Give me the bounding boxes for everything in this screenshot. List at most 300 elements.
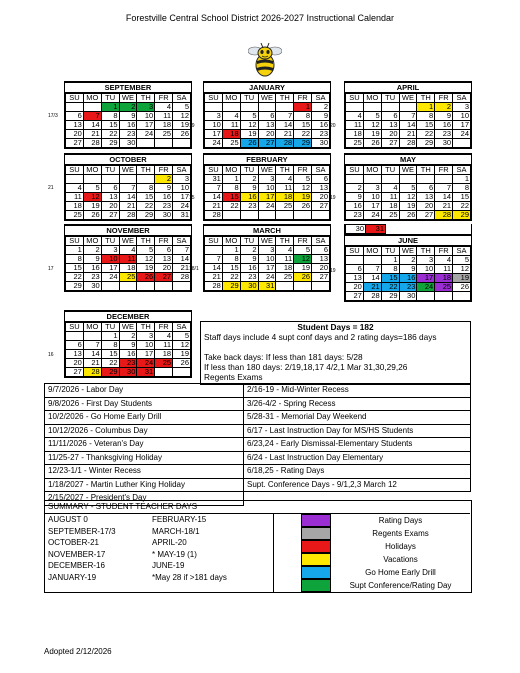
- day-cell: 14: [276, 121, 294, 130]
- day-cell: 22: [222, 202, 240, 211]
- blank-cell: [312, 211, 330, 220]
- weekday-header: MO: [222, 237, 240, 246]
- day-cell: 25: [119, 273, 137, 282]
- weekday-header: SA: [173, 323, 191, 332]
- day-cell: 2: [240, 175, 258, 184]
- day-cell: 26: [240, 139, 258, 148]
- day-cell: 12: [363, 121, 381, 130]
- month-name: JUNE: [345, 234, 471, 246]
- day-cell: 8: [101, 112, 119, 121]
- blank-cell: [312, 282, 330, 291]
- legend-swatch: [301, 553, 331, 566]
- day-cell: 26: [83, 211, 101, 220]
- student-days-line: If less than 180 days: 2/19,18,17 4/2,1 Mar 31,30,29,26: [204, 362, 408, 372]
- summary-row: [45, 560, 273, 572]
- day-cell: 28: [205, 282, 223, 291]
- weekday-header: TU: [101, 166, 119, 175]
- summary-cell: JUNE-19: [152, 561, 185, 570]
- day-cell: 14: [83, 121, 101, 130]
- day-cell: 28: [83, 368, 101, 377]
- month-day-count: 18/1: [189, 266, 199, 272]
- day-cell: 24: [453, 130, 471, 139]
- month-day-count: 17: [48, 266, 54, 272]
- day-cell: 19: [294, 193, 312, 202]
- legend-label: Go Home Early Drill: [365, 568, 436, 577]
- month-name: MARCH: [204, 226, 330, 236]
- day-cell: 7: [83, 341, 101, 350]
- blank-cell: [453, 139, 471, 148]
- blank-cell: [83, 103, 101, 112]
- summary-cell: DECEMBER-16: [48, 561, 105, 570]
- event-cell: 10/12/2026 - Columbus Day: [45, 424, 244, 438]
- month-name: MAY: [345, 155, 471, 165]
- day-cell: 4: [66, 184, 84, 193]
- blank-cell: [435, 175, 453, 184]
- day-cell: 14: [83, 350, 101, 359]
- weekday-header: TH: [276, 237, 294, 246]
- event-cell: 6/18,25 - Rating Days: [244, 465, 471, 479]
- day-cell: 17: [453, 121, 471, 130]
- month-name: APRIL: [345, 83, 471, 93]
- day-cell: 13: [101, 193, 119, 202]
- day-cell: 12: [173, 341, 191, 350]
- day-cell: 15: [101, 121, 119, 130]
- day-cell: 13: [417, 193, 435, 202]
- legend-item: [274, 553, 470, 566]
- weekday-header: SA: [312, 166, 330, 175]
- day-cell: 19: [83, 202, 101, 211]
- summary-row: [45, 572, 273, 584]
- day-cell: 1: [66, 246, 84, 255]
- day-cell: 4: [381, 184, 399, 193]
- day-cell: 16: [240, 193, 258, 202]
- day-cell: 11: [222, 121, 240, 130]
- day-cell: 9: [83, 255, 101, 264]
- blank-cell: [155, 282, 173, 291]
- month-day-count: 20: [330, 123, 336, 129]
- day-cell: 19: [137, 264, 155, 273]
- day-cell: 26: [399, 211, 417, 220]
- day-cell: 10: [363, 193, 381, 202]
- weekday-header: MO: [363, 247, 381, 256]
- day-cell: 18: [276, 193, 294, 202]
- day-cell: 6: [312, 246, 330, 255]
- legend-item: [274, 579, 470, 592]
- day-cell: 14: [173, 255, 191, 264]
- weekday-header: MO: [363, 166, 381, 175]
- student-days-title: Student Days = 182: [297, 322, 374, 332]
- day-cell: 27: [417, 211, 435, 220]
- day-cell: 17: [205, 130, 223, 139]
- day-cell: 21: [83, 130, 101, 139]
- weekday-header: SU: [66, 323, 84, 332]
- blank-cell: [83, 332, 101, 341]
- day-cell: 5: [453, 256, 471, 265]
- event-row: [45, 384, 471, 398]
- event-cell: 9/8/2026 - First Day Students: [45, 397, 244, 411]
- day-cell: 18: [66, 202, 84, 211]
- day-cell: 13: [312, 255, 330, 264]
- day-cell: 25: [381, 211, 399, 220]
- blank-cell: [101, 175, 119, 184]
- day-cell: 22: [453, 202, 471, 211]
- blank-cell: [66, 103, 84, 112]
- day-cell: 13: [346, 274, 364, 283]
- blank-cell: [240, 103, 258, 112]
- weekday-header: FR: [155, 166, 173, 175]
- day-cell: 9: [240, 184, 258, 193]
- day-cell: 6: [155, 246, 173, 255]
- day-cell: 8: [417, 112, 435, 121]
- day-cell: 21: [435, 202, 453, 211]
- day-cell: 9: [119, 112, 137, 121]
- blank-cell: [119, 282, 137, 291]
- day-cell: 7: [399, 112, 417, 121]
- blank-cell: [240, 211, 258, 220]
- day-cell: 6: [381, 112, 399, 121]
- day-cell: 5: [294, 246, 312, 255]
- day-cell: 2: [435, 103, 453, 112]
- blank-cell: [173, 282, 191, 291]
- day-cell: 29: [66, 282, 84, 291]
- weekday-header: WE: [258, 94, 276, 103]
- day-cell: 3: [258, 175, 276, 184]
- day-cell: 26: [173, 359, 191, 368]
- month-november: [64, 224, 192, 292]
- day-cell: 24: [137, 359, 155, 368]
- blank-cell: [417, 175, 435, 184]
- day-cell: 1: [381, 256, 399, 265]
- day-cell: 11: [346, 121, 364, 130]
- event-row: [45, 465, 471, 479]
- weekday-header: WE: [119, 323, 137, 332]
- day-cell: 21: [205, 202, 223, 211]
- blank-cell: [346, 103, 364, 112]
- month-day-count: 19: [330, 195, 336, 201]
- day-cell: 21: [363, 283, 381, 292]
- day-cell: 1: [222, 175, 240, 184]
- day-cell: 12: [294, 184, 312, 193]
- day-cell: 2: [119, 103, 137, 112]
- day-cell: 7: [276, 112, 294, 121]
- month-march: [203, 224, 331, 292]
- summary-row: [45, 514, 273, 526]
- day-cell: 31: [366, 225, 386, 234]
- weekday-header: TU: [381, 247, 399, 256]
- day-cell: 12: [137, 255, 155, 264]
- day-cell: 14: [205, 193, 223, 202]
- month-december: [64, 310, 192, 378]
- day-cell: 30: [155, 211, 173, 220]
- day-cell: 24: [417, 283, 435, 292]
- day-cell: 10: [137, 341, 155, 350]
- calendar-title: Forestville Central School District 2026-2027 Instructional Calendar: [125, 13, 395, 23]
- weekday-header: FR: [294, 166, 312, 175]
- day-cell: 12: [240, 121, 258, 130]
- summary-cell: JANUARY-19: [48, 572, 97, 582]
- weekday-header: MO: [363, 94, 381, 103]
- day-cell: 4: [276, 246, 294, 255]
- day-cell: 29: [417, 139, 435, 148]
- blank-cell: [205, 103, 223, 112]
- day-cell: 16: [240, 264, 258, 273]
- blank-cell: [346, 256, 364, 265]
- blank-cell: [137, 282, 155, 291]
- weekday-header: WE: [399, 94, 417, 103]
- summary-box: [44, 500, 472, 593]
- day-cell: 16: [346, 202, 364, 211]
- weekday-header: FR: [435, 166, 453, 175]
- weekday-header: FR: [155, 94, 173, 103]
- day-cell: 26: [363, 139, 381, 148]
- weekday-header: FR: [435, 247, 453, 256]
- day-cell: 15: [66, 264, 84, 273]
- day-cell: 5: [363, 112, 381, 121]
- weekday-header: FR: [155, 237, 173, 246]
- day-cell: 1: [417, 103, 435, 112]
- day-cell: 10: [258, 255, 276, 264]
- blank-cell: [386, 225, 406, 234]
- event-cell: 1/18/2027 - Martin Luther King Holiday: [45, 478, 244, 492]
- weekday-header: SA: [173, 237, 191, 246]
- blank-cell: [258, 211, 276, 220]
- day-cell: 7: [83, 112, 101, 121]
- day-cell: 5: [173, 103, 191, 112]
- weekday-header: MO: [222, 166, 240, 175]
- weekday-header: TU: [101, 94, 119, 103]
- day-cell: 1: [294, 103, 312, 112]
- weekday-header: TH: [137, 166, 155, 175]
- day-cell: 28: [363, 292, 381, 301]
- day-cell: 11: [276, 184, 294, 193]
- month-name: FEBRUARY: [204, 155, 330, 165]
- day-cell: 5: [399, 184, 417, 193]
- day-cell: 16: [119, 121, 137, 130]
- weekday-header: TH: [276, 94, 294, 103]
- blank-cell: [453, 292, 471, 301]
- day-cell: 23: [83, 273, 101, 282]
- weekday-header: WE: [399, 166, 417, 175]
- day-cell: 20: [312, 264, 330, 273]
- day-cell: 3: [137, 103, 155, 112]
- day-cell: 28: [205, 211, 223, 220]
- day-cell: 23: [240, 273, 258, 282]
- day-cell: 12: [83, 193, 101, 202]
- legend-item: [274, 514, 470, 527]
- day-cell: 2: [399, 256, 417, 265]
- day-cell: 10: [173, 184, 191, 193]
- day-cell: 5: [173, 332, 191, 341]
- day-cell: 15: [222, 264, 240, 273]
- blank-cell: [363, 256, 381, 265]
- day-cell: 4: [276, 175, 294, 184]
- day-cell: 20: [312, 193, 330, 202]
- day-cell: 31: [258, 282, 276, 291]
- day-cell: 7: [173, 246, 191, 255]
- day-cell: 7: [205, 184, 223, 193]
- day-cell: 17: [417, 274, 435, 283]
- weekday-header: SU: [346, 247, 364, 256]
- weekday-header: TH: [417, 94, 435, 103]
- day-cell: 28: [119, 211, 137, 220]
- summary-cell: * MAY-19 (1): [152, 549, 197, 559]
- month-june: [344, 224, 472, 302]
- legend-swatch: [301, 579, 331, 592]
- day-cell: 13: [381, 121, 399, 130]
- weekday-header: TU: [381, 94, 399, 103]
- day-cell: 11: [155, 341, 173, 350]
- day-cell: 13: [155, 255, 173, 264]
- month-name: SEPTEMBER: [65, 83, 191, 93]
- day-cell: 28: [173, 273, 191, 282]
- blank-cell: [294, 211, 312, 220]
- day-cell: 11: [276, 255, 294, 264]
- day-cell: 6: [312, 175, 330, 184]
- day-cell: 17: [363, 202, 381, 211]
- day-cell: 25: [155, 359, 173, 368]
- day-cell: 16: [119, 350, 137, 359]
- day-cell: 22: [222, 273, 240, 282]
- day-cell: 20: [381, 130, 399, 139]
- day-cell: 11: [119, 255, 137, 264]
- day-cell: 9: [119, 341, 137, 350]
- blank-cell: [155, 368, 173, 377]
- day-cell: 15: [294, 121, 312, 130]
- day-cell: 11: [66, 193, 84, 202]
- day-cell: 23: [346, 211, 364, 220]
- day-cell: 18: [276, 264, 294, 273]
- month-day-count: 16: [48, 352, 54, 358]
- day-cell: 16: [155, 193, 173, 202]
- month-january: [203, 81, 331, 149]
- day-cell: 30: [346, 225, 366, 234]
- month-may: [344, 153, 472, 221]
- event-cell: 2/16-19 - Mid-Winter Recess: [244, 384, 471, 398]
- weekday-header: SA: [173, 166, 191, 175]
- day-cell: 6: [417, 184, 435, 193]
- summary-cell: OCTOBER-21: [48, 538, 99, 547]
- day-cell: 7: [363, 265, 381, 274]
- day-cell: 27: [312, 273, 330, 282]
- day-cell: 19: [294, 264, 312, 273]
- legend-swatch: [301, 514, 331, 527]
- blank-cell: [155, 139, 173, 148]
- weekday-header: WE: [258, 166, 276, 175]
- month-name: JANUARY: [204, 83, 330, 93]
- weekday-header: SU: [346, 94, 364, 103]
- day-cell: 1: [101, 103, 119, 112]
- event-row: [45, 478, 471, 492]
- blank-cell: [405, 225, 424, 234]
- day-cell: 22: [101, 359, 119, 368]
- weekday-header: WE: [119, 237, 137, 246]
- day-cell: 13: [312, 184, 330, 193]
- event-row: [45, 411, 471, 425]
- day-cell: 3: [173, 175, 191, 184]
- day-cell: 27: [381, 139, 399, 148]
- student-days-line: Regents Exams: [204, 372, 263, 382]
- day-cell: 1: [101, 332, 119, 341]
- day-cell: 27: [101, 211, 119, 220]
- legend-label: Supt Conference/Rating Day: [349, 581, 452, 590]
- day-cell: 10: [101, 255, 119, 264]
- blank-cell: [363, 103, 381, 112]
- day-cell: 19: [399, 202, 417, 211]
- day-cell: 22: [417, 130, 435, 139]
- weekday-header: MO: [83, 237, 101, 246]
- day-cell: 2: [119, 332, 137, 341]
- day-cell: 10: [417, 265, 435, 274]
- blank-cell: [137, 139, 155, 148]
- day-cell: 5: [137, 246, 155, 255]
- day-cell: 25: [276, 202, 294, 211]
- weekday-header: FR: [155, 323, 173, 332]
- month-april: [344, 81, 472, 149]
- weekday-header: TU: [240, 166, 258, 175]
- student-days-line: [201, 342, 470, 352]
- day-cell: 4: [222, 112, 240, 121]
- event-cell: 2/15/2027 - President's Day: [45, 492, 244, 506]
- day-cell: 11: [381, 193, 399, 202]
- month-september: [64, 81, 192, 149]
- day-cell: 24: [205, 139, 223, 148]
- blank-cell: [66, 175, 84, 184]
- day-cell: 2: [83, 246, 101, 255]
- day-cell: 13: [66, 121, 84, 130]
- blank-cell: [173, 139, 191, 148]
- events-table: [44, 383, 471, 506]
- day-cell: 23: [119, 359, 137, 368]
- day-cell: 20: [417, 202, 435, 211]
- month-february: [203, 153, 331, 221]
- day-cell: 21: [119, 202, 137, 211]
- day-cell: 24: [258, 202, 276, 211]
- summary-row: [45, 526, 273, 538]
- day-cell: 17: [258, 193, 276, 202]
- weekday-header: SA: [453, 247, 471, 256]
- weekday-header: SU: [66, 94, 84, 103]
- day-cell: 19: [240, 130, 258, 139]
- day-cell: 25: [222, 139, 240, 148]
- legend-label: Vacations: [383, 555, 418, 564]
- day-cell: 9: [312, 112, 330, 121]
- day-cell: 6: [66, 341, 84, 350]
- day-cell: 28: [435, 211, 453, 220]
- day-cell: 25: [435, 283, 453, 292]
- day-cell: 20: [66, 130, 84, 139]
- day-cell: 21: [276, 130, 294, 139]
- blank-cell: [258, 103, 276, 112]
- blank-cell: [399, 175, 417, 184]
- day-cell: 14: [435, 193, 453, 202]
- event-cell: 11/11/2026 - Veteran's Day: [45, 438, 244, 452]
- month-name: DECEMBER: [65, 312, 191, 322]
- day-cell: 29: [101, 368, 119, 377]
- day-cell: 2: [312, 103, 330, 112]
- weekday-header: TU: [240, 237, 258, 246]
- summary-row: [45, 549, 273, 561]
- day-cell: 27: [312, 202, 330, 211]
- day-cell: 31: [173, 211, 191, 220]
- legend-item: [274, 527, 470, 540]
- day-cell: 1: [222, 246, 240, 255]
- blank-cell: [101, 282, 119, 291]
- day-cell: 9: [346, 193, 364, 202]
- day-cell: 18: [155, 350, 173, 359]
- day-cell: 23: [435, 130, 453, 139]
- weekday-header: SU: [205, 237, 223, 246]
- day-cell: 6: [66, 112, 84, 121]
